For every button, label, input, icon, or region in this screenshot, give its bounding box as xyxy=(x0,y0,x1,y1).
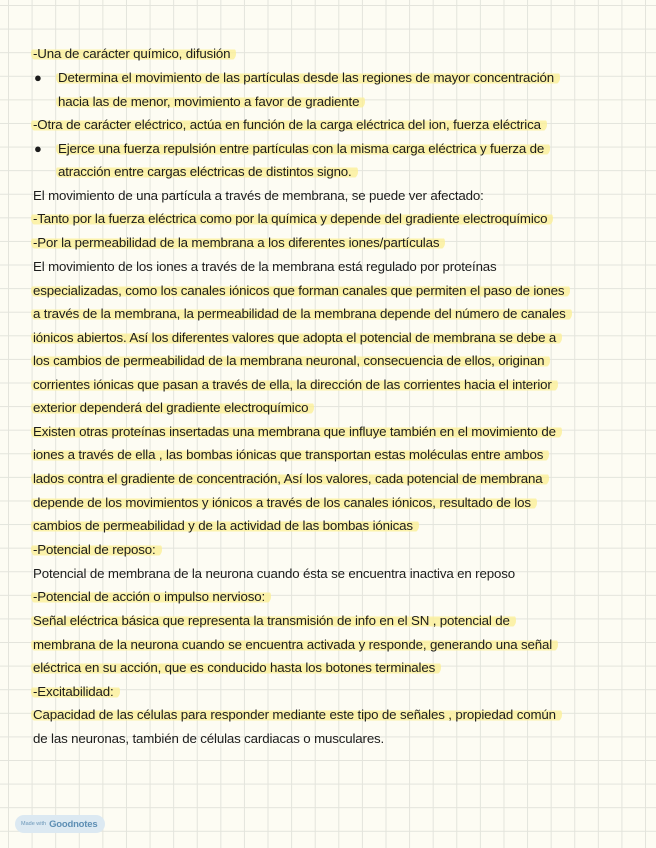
text-line xyxy=(33,517,419,535)
text-line xyxy=(58,93,365,111)
text-line xyxy=(33,470,549,488)
highlighted-text: cambios de permeabilidad y de la actividad de las bombas iónicas xyxy=(31,518,419,533)
text-line xyxy=(33,659,441,677)
text-line xyxy=(58,69,560,87)
highlighted-text: corrientes iónicas que pasan a través de ella, la dirección de las corrientes hacia el interior xyxy=(31,377,558,392)
text-line xyxy=(33,541,162,559)
highlighted-text: Señal eléctrica básica que representa la transmisión de info en el SN , potencial de xyxy=(31,613,516,628)
text-line xyxy=(33,352,550,370)
highlighted-text: Existen otras proteínas insertadas una membrana que influye también en el movimiento de xyxy=(31,424,562,439)
text-line xyxy=(33,730,384,748)
highlighted-text: depende de los movimientos y iónicos a través de los canales iónicos, resultado de los xyxy=(31,495,537,510)
text-line xyxy=(33,305,572,323)
plain-text: Potencial de membrana de la neurona cuando ésta se encuentra inactiva en reposo xyxy=(33,566,515,581)
text-line xyxy=(33,588,271,606)
text-line xyxy=(33,565,515,583)
text-line xyxy=(33,612,516,630)
highlighted-text: lados contra el gradiente de concentración, Así los valores, cada potencial de membrana xyxy=(31,471,549,486)
text-line xyxy=(33,329,562,347)
highlighted-text: -Tanto por la fuerza eléctrica como por la química y depende del gradiente electroquímico xyxy=(31,211,553,226)
text-line xyxy=(33,399,314,417)
text-line xyxy=(33,446,549,464)
highlighted-text: atracción entre cargas eléctricas de distintos signo. xyxy=(56,164,358,179)
text-line xyxy=(33,683,120,701)
highlighted-text: -Una de carácter químico, difusión xyxy=(31,46,236,61)
goodnotes-logo: Goodnotes xyxy=(49,818,98,830)
highlighted-text: iones a través de ella , las bombas iónicas que transportan estas moléculas entre ambos xyxy=(31,447,549,462)
text-line xyxy=(33,210,553,228)
highlighted-text: -Excitabilidad: xyxy=(31,684,120,699)
text-line xyxy=(33,423,562,441)
text-line xyxy=(33,258,497,276)
highlighted-text: los cambios de permeabilidad de la membrana neuronal, consecuencia de ellos, originan xyxy=(31,353,550,368)
text-line xyxy=(33,494,537,512)
highlighted-text: Capacidad de las células para responder mediante este tipo de señales , propiedad común xyxy=(31,707,562,722)
text-line xyxy=(33,636,558,654)
text-line xyxy=(33,376,558,394)
made-with-label: Made with xyxy=(21,821,47,827)
highlighted-text: eléctrica en su acción, que es conducido hasta los botones terminales xyxy=(31,660,441,675)
text-line xyxy=(33,45,236,63)
plain-text: El movimiento de los iones a través de la membrana está regulado por proteínas xyxy=(33,259,497,274)
highlighted-text: -Por la permeabilidad de la membrana a los diferentes iones/partículas xyxy=(31,235,445,250)
highlighted-text: -Potencial de reposo: xyxy=(31,542,162,557)
highlighted-text: a través de la membrana, la permeabilidad de la membrana depende del número de canales xyxy=(31,306,572,321)
highlighted-text: -Potencial de acción o impulso nervioso: xyxy=(31,589,271,604)
bullet-icon: ● xyxy=(34,70,42,85)
text-line xyxy=(33,234,445,252)
highlighted-text: especializadas, como los canales iónicos que forman canales que permiten el paso de iones xyxy=(31,283,570,298)
plain-text: de las neuronas, también de células cardiacas o musculares. xyxy=(33,731,385,746)
highlighted-text: Determina el movimiento de las partículas desde las regiones de mayor concentración xyxy=(56,70,560,85)
highlighted-text: membrana de la neurona cuando se encuentra activada y responde, generando una señal xyxy=(31,637,558,652)
text-line xyxy=(33,116,547,134)
highlighted-text: exterior dependerá del gradiente electroquímico xyxy=(31,400,314,415)
plain-text: El movimiento de una partícula a través de membrana, se puede ver afectado: xyxy=(33,188,484,203)
text-line xyxy=(58,163,358,181)
text-line xyxy=(33,282,570,300)
bullet-icon: ● xyxy=(34,141,42,156)
goodnotes-badge[interactable] xyxy=(15,815,105,833)
text-line xyxy=(33,706,562,724)
text-line xyxy=(33,187,484,205)
highlighted-text: iónicos abiertos. Así los diferentes valores que adopta el potencial de membrana se debe a xyxy=(31,330,562,345)
highlighted-text: -Otra de carácter eléctrico, actúa en función de la carga eléctrica del ion, fuerza eléctrica xyxy=(31,117,547,132)
text-line xyxy=(58,140,550,158)
highlighted-text: Ejerce una fuerza repulsión entre partículas con la misma carga eléctrica y fuerza de xyxy=(56,141,550,156)
highlighted-text: hacia las de menor, movimiento a favor de gradiente xyxy=(56,94,365,109)
